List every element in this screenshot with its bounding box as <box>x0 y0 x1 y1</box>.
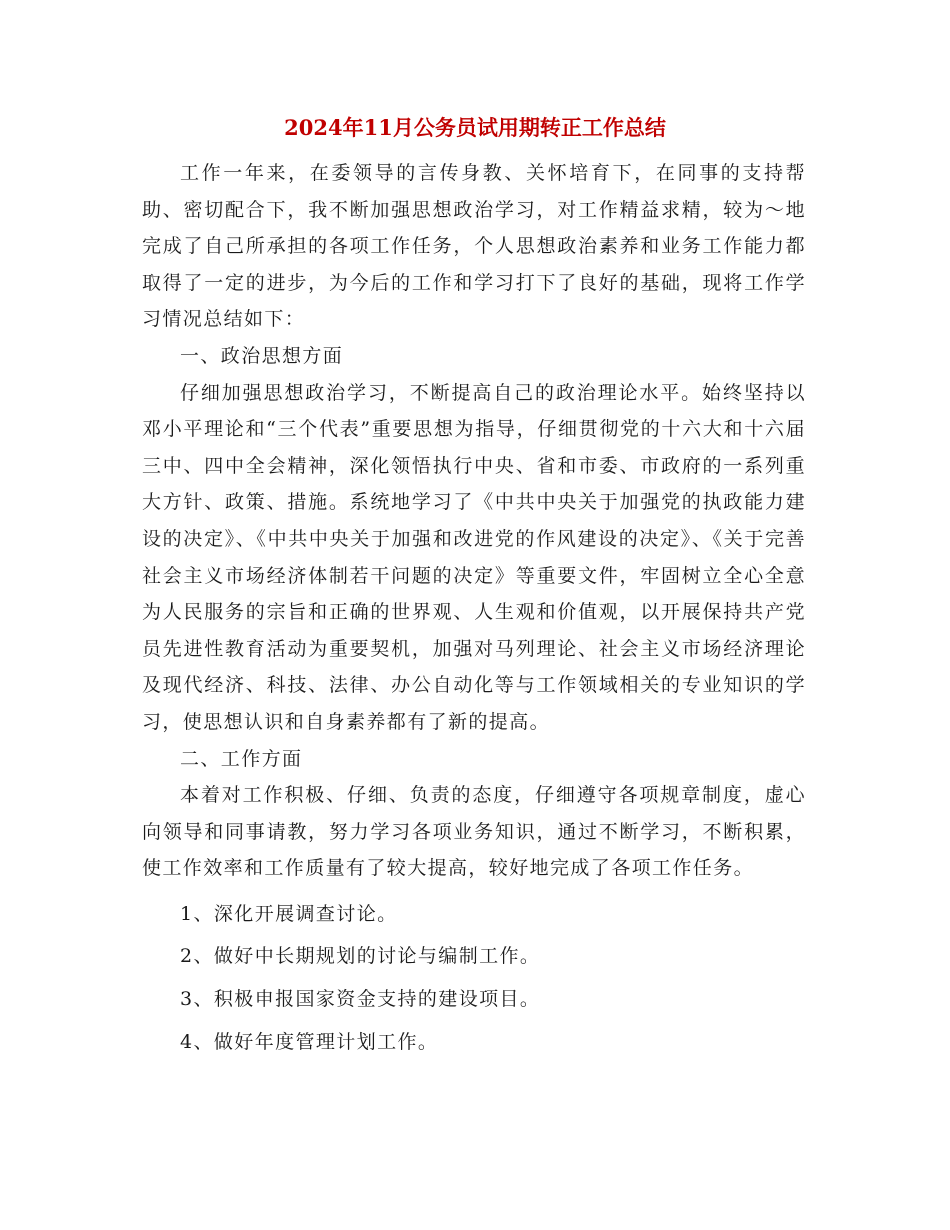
section-body-political: 仔细加强思想政治学习，不断提高自己的政治理论水平。始终坚持以邓小平理论和“三个代表”重要思想为指导，仔细贯彻党的十六大和十六届三中、四中全会精神，深化领悟执行中央、省和市委、市政府的一系列重大方针、政策、措施。系统地学习了《中共中央关于加强党的执政能力建设的决定》、《中共中央关于加强和改进党的作风建设的决定》、《关于完善社会主义市场经济体制若干问题的决定》等重要文件，牢固树立全心全意为人民服务的宗旨和正确的世界观、人生观和价值观，以开展保持共产党员先进性教育活动为重要契机，加强对马列理论、社会主义市场经济理论及现代经济、科技、法律、办公自动化等与工作领域相关的专业知识的学习，使思想认识和自身素养都有了新的提高。 <box>142 381 806 733</box>
list-item: 1、深化开展调查讨论。 <box>180 902 398 925</box>
section-heading-political: 一、政治思想方面 <box>180 344 344 367</box>
document-body <box>142 155 806 1060</box>
section-body-work: 本着对工作积极、仔细、负责的态度，仔细遵守各项规章制度，虚心向领导和同事请教，努力学习各项业务知识，通过不断学习，不断积累，使工作效率和工作质量有了较大提高，较好地完成了各项工作任务。 <box>142 784 806 880</box>
intro-paragraph: 工作一年来，在委领导的言传身教、关怀培育下，在同事的支持帮助、密切配合下，我不断加强思想政治学习，对工作精益求精，较为～地完成了自己所承担的各项工作任务，个人思想政治素养和业务工作能力都取得了一定的进步，为今后的工作和学习打下了良好的基础，现将工作学习情况总结如下： <box>142 162 806 331</box>
section-heading-work: 二、工作方面 <box>180 747 303 770</box>
list-item: 3、积极申报国家资金支持的建设项目。 <box>180 988 541 1011</box>
document-title: 2024年11月公务员试用期转正工作总结 <box>284 115 666 140</box>
list-item: 2、做好中长期规划的讨论与编制工作。 <box>180 945 541 968</box>
list-item: 4、做好年度管理计划工作。 <box>180 1030 439 1053</box>
